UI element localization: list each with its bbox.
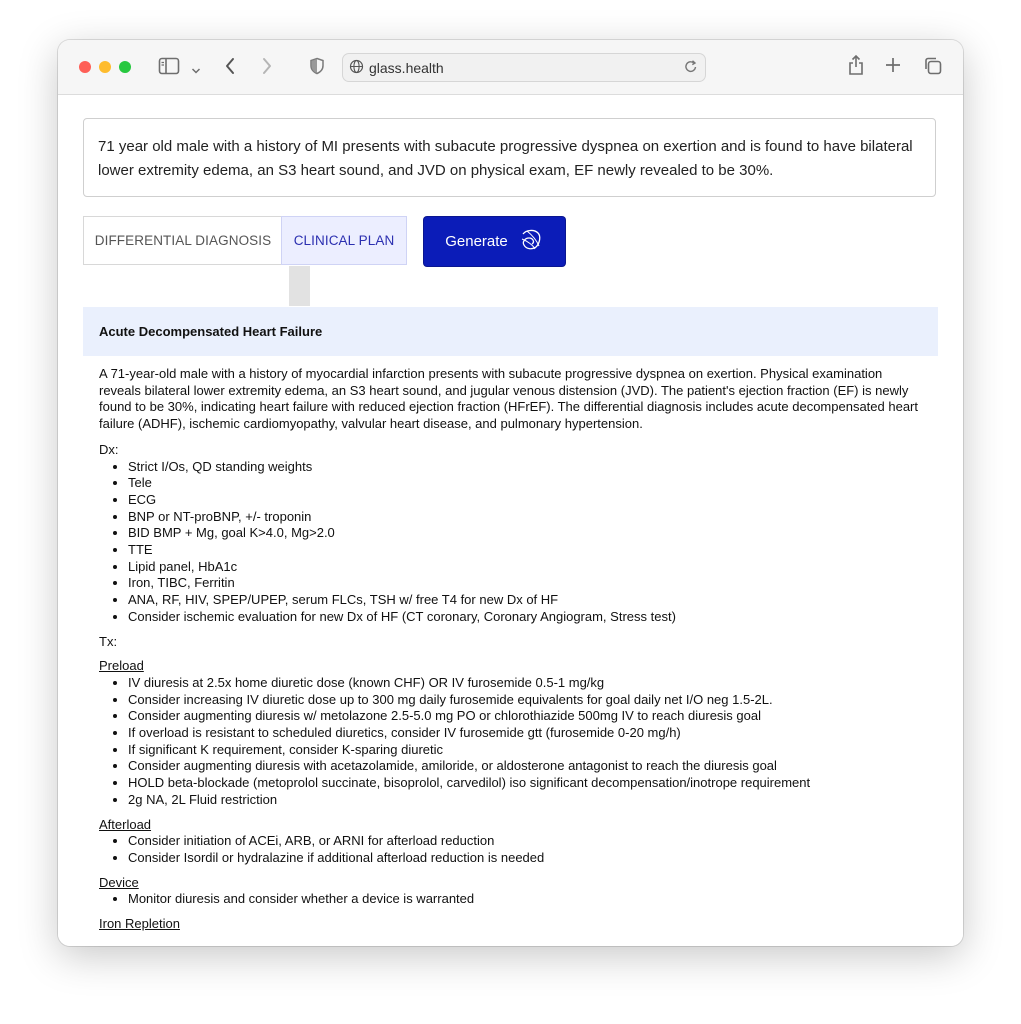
page-content (58, 95, 963, 946)
list-item: • Consider increasing IV diuretic dose up to 300 mg daily furosemide equivalents for goal daily net I/O neg 1.5-2L. (128, 692, 922, 709)
device-heading: Device (99, 874, 139, 890)
device-list (99, 891, 922, 908)
dx-label: Dx: (99, 441, 119, 457)
forward-icon[interactable] (261, 57, 273, 80)
generate-label: Generate (445, 233, 508, 250)
list-item: • Consider augmenting diuresis with acetazolamide, amiloride, or aldosterone antagonist to reach the diuresis goal (128, 758, 922, 775)
list-item: • TTE (128, 542, 922, 559)
list-item: • Tele (128, 475, 922, 492)
list-item: • BID BMP + Mg, goal K>4.0, Mg>2.0 (128, 525, 922, 542)
result-title: Acute Decompensated Heart Failure (83, 307, 938, 356)
list-item: • Strict I/Os, QD standing weights (128, 459, 922, 476)
list-item: • Consider augmenting diuresis w/ metolazone 2.5-5.0 mg PO or chlorothiazide 500mg IV to reach diuresis goal (128, 708, 922, 725)
list-item: • BNP or NT-proBNP, +/- troponin (128, 509, 922, 526)
list-item: • Consider initiation of ACEi, ARB, or ARNI for afterload reduction (128, 833, 922, 850)
list-item: • Lipid panel, HbA1c (128, 559, 922, 576)
url-text: glass.health (369, 60, 444, 76)
address-bar[interactable] (342, 53, 706, 82)
chevron-down-icon[interactable] (191, 62, 201, 80)
share-icon[interactable] (847, 54, 865, 81)
browser-toolbar (58, 40, 963, 95)
list-item: • If significant K requirement, consider K-sparing diuretic (128, 742, 922, 759)
back-icon[interactable] (224, 57, 236, 80)
list-item: • Iron, TIBC, Ferritin (128, 575, 922, 592)
list-item: • HOLD beta-blockade (metoprolol succinate, bisoprolol, carvedilol) iso significant decompensation/inotrope requirement (128, 775, 922, 792)
list-item: • Consider ischemic evaluation for new Dx of HF (CT coronary, Coronary Angiogram, Stress test) (128, 609, 922, 626)
minimize-window-button[interactable] (99, 61, 111, 73)
afterload-heading: Afterload (99, 816, 152, 832)
tab-differential-diagnosis[interactable]: DIFFERENTIAL DIAGNOSIS (83, 216, 282, 265)
tabs-overview-icon[interactable] (923, 56, 943, 81)
list-item: • ECG (128, 492, 922, 509)
iron-repletion-heading: Iron Repletion (99, 916, 180, 932)
dx-list (99, 459, 922, 626)
preload-list (99, 675, 922, 809)
preload-heading: Preload (99, 658, 144, 674)
list-item: • Consider Isordil or hydralazine if additional afterload reduction is needed (128, 850, 922, 867)
reload-icon[interactable] (684, 59, 698, 79)
sidebar-icon[interactable] (158, 57, 180, 80)
afterload-list (99, 833, 922, 866)
new-tab-icon[interactable] (885, 57, 901, 78)
tab-clinical-plan[interactable]: CLINICAL PLAN (281, 216, 407, 265)
result-body (83, 356, 938, 933)
close-window-button[interactable] (79, 61, 91, 73)
zoom-window-button[interactable] (119, 61, 131, 73)
list-item: • 2g NA, 2L Fluid restriction (128, 792, 922, 809)
tab-connector (289, 266, 310, 306)
result-summary: A 71-year-old male with a history of myocardial infarction presents with subacute progressive dyspnea on exertion. Physical examination reveals bilateral lower extremity edema, an S3 heart sound, and jugular venous distension (JVD). The patient's ejection fraction (EF) is newly found to be 30%, indicating heart failure with reduced ejection fraction (HFrEF). The differential diagnosis includes acute decompensated heart failure (ADHF), ischemic cardiomyopathy, valvular heart disease, and pulmonary hypertension. (99, 366, 918, 432)
case-input[interactable]: 71 year old male with a history of MI presents with subacute progressive dyspnea on exertion and is found to have bilateral lower extremity edema, an S3 heart sound, and JVD on physical exam, EF newly revealed to be 30%. (83, 118, 936, 197)
list-item: • IV diuresis at 2.5x home diuretic dose (known CHF) OR IV furosemide 0.5-1 mg/kg (128, 675, 922, 692)
sparkle-icon (518, 227, 544, 257)
list-item: • Monitor diuresis and consider whether a device is warranted (128, 891, 922, 908)
result-card (83, 307, 938, 946)
browser-window (58, 40, 963, 946)
globe-icon (349, 59, 364, 79)
shield-icon[interactable] (309, 57, 325, 80)
list-item: • ANA, RF, HIV, SPEP/UPEP, serum FLCs, TSH w/ free T4 for new Dx of HF (128, 592, 922, 609)
tx-label: Tx: (99, 633, 118, 649)
generate-button[interactable] (424, 217, 565, 266)
list-item: • If overload is resistant to scheduled diuretics, consider IV furosemide gtt (furosemide 0-20 mg/h) (128, 725, 922, 742)
